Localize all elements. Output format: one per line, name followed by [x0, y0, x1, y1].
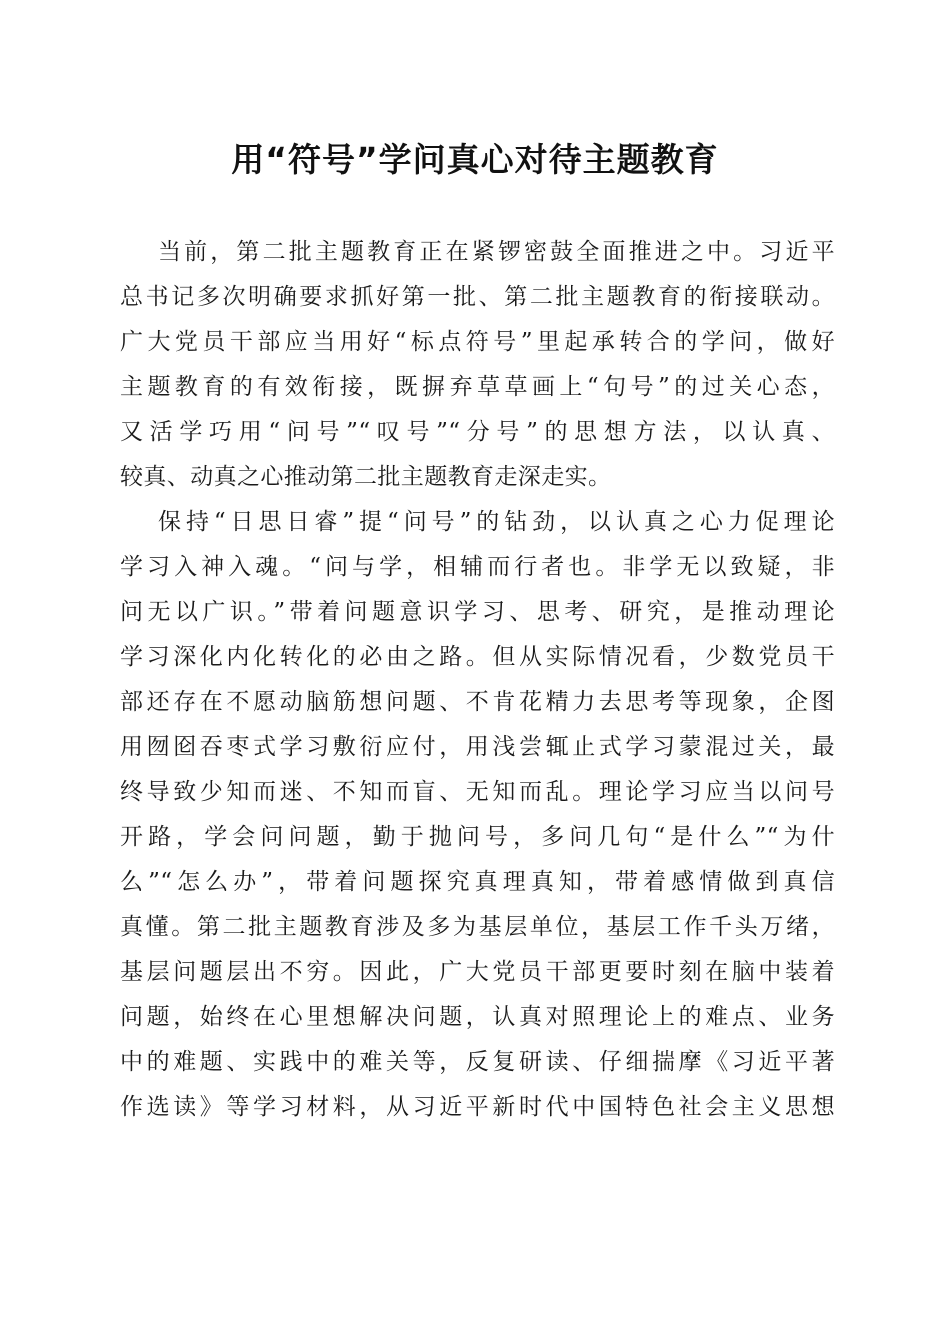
- paragraph-1: [120, 230, 835, 500]
- text-line: 基层问题层出不穷。因此，广大党员干部更要时刻在脑中装着: [120, 959, 835, 985]
- text-line: 当前，第二批主题教育正在紧锣密鼓全面推进之中。习近平: [158, 239, 835, 265]
- document-title: 用“符号”学问真心对待主题教育: [231, 140, 719, 179]
- text-line: 开路，学会问问题，勤于抛问号，多问几句“是什么”“为什: [120, 824, 835, 850]
- text-line: 问无以广识。”带着问题意识学习、思考、研究，是推动理论: [120, 599, 835, 625]
- text-line: 学习深化内化转化的必由之路。但从实际情况看，少数党员干: [120, 644, 835, 670]
- text-line: 保持“日思日睿”提“问号”的钻劲，以认真之心力促理论: [158, 509, 835, 535]
- text-line: 用囫囵吞枣式学习敷衍应付，用浅尝辄止式学习蒙混过关，最: [120, 734, 835, 760]
- text-line: 学习入神入魂。“问与学，相辅而行者也。非学无以致疑，非: [120, 554, 835, 580]
- text-line: 中的难题、实践中的难关等，反复研读、仔细揣摩《习近平著: [120, 1049, 835, 1075]
- text-line: 广大党员干部应当用好“标点符号”里起承转合的学问，做好: [120, 329, 835, 355]
- document-body: [120, 230, 835, 1130]
- text-line: 较真、动真之心推动第二批主题教育走深走实。: [120, 464, 612, 490]
- text-line: 总书记多次明确要求抓好第一批、第二批主题教育的衔接联动。: [120, 284, 835, 310]
- text-line: 主题教育的有效衔接，既摒弃草草画上“句号”的过关心态，: [120, 374, 835, 400]
- text-line: 作选读》等学习材料，从习近平新时代中国特色社会主义思想: [120, 1094, 835, 1120]
- text-line: 又活学巧用“问号”“叹号”“分号”的思想方法，以认真、: [120, 419, 835, 445]
- text-line: 么”“怎么办”，带着问题探究真理真知，带着感情做到真信: [120, 869, 835, 895]
- text-line: 部还存在不愿动脑筋想问题、不肯花精力去思考等现象，企图: [120, 689, 835, 715]
- text-line: 终导致少知而迷、不知而盲、无知而乱。理论学习应当以问号: [120, 779, 835, 805]
- paragraph-2: [120, 500, 835, 1130]
- text-line: 真懂。第二批主题教育涉及多为基层单位，基层工作千头万绪，: [120, 914, 835, 940]
- text-line: 问题，始终在心里想解决问题，认真对照理论上的难点、业务: [120, 1004, 835, 1030]
